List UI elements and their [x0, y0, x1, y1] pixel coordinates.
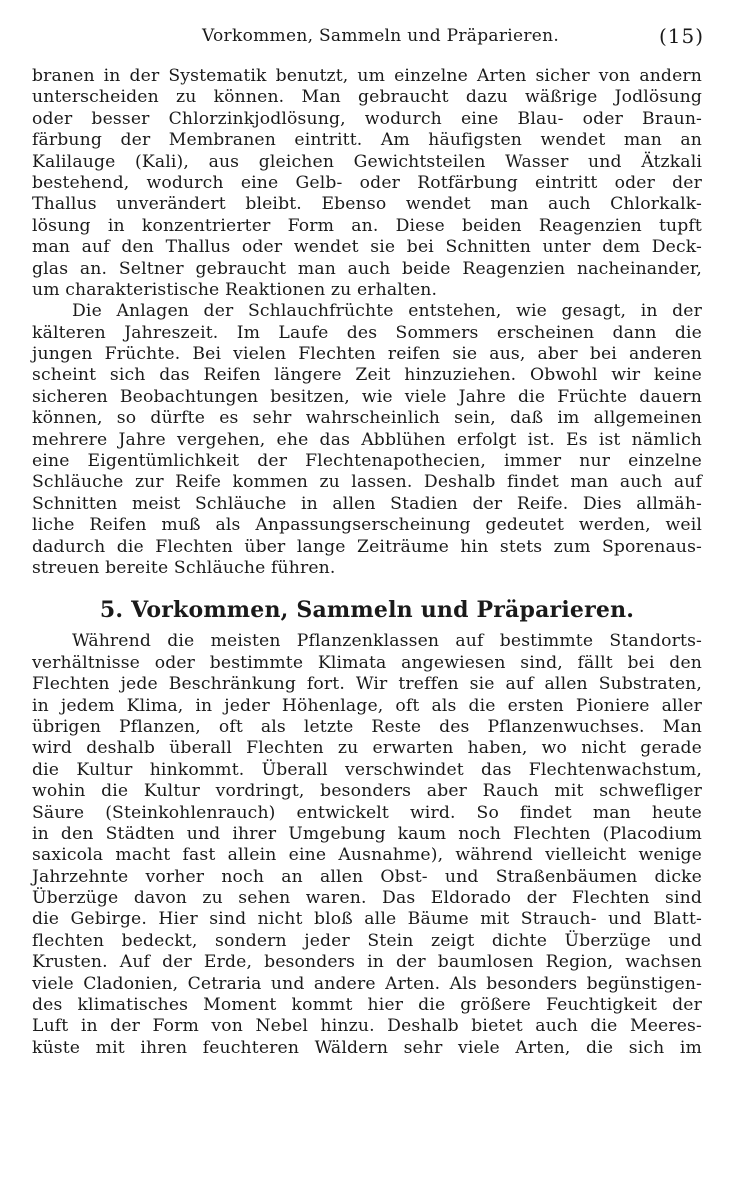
text-line: um charakteristische Reaktionen zu erhalten.: [32, 279, 438, 300]
text-line: flechten bedeckt, sondern jeder Stein zeigt dichte Überzüge und: [32, 930, 702, 951]
text-line: Kalilauge (Kali), aus gleichen Gewichtsteilen Wasser und Ätzkali: [32, 151, 702, 172]
text-line: bestehend, wodurch eine Gelb- oder Rotfärbung eintritt oder der: [32, 172, 702, 193]
running-head: [32, 22, 704, 50]
text-line: scheint sich das Reifen längere Zeit hinzuziehen. Obwohl wir keine: [32, 365, 702, 386]
paragraph-2: [32, 301, 702, 579]
text-line: wohin die Kultur vordringt, besonders aber Rauch mit schwefliger: [32, 781, 702, 802]
text-line: wird deshalb überall Flechten zu erwarten haben, wo nicht gerade: [32, 738, 702, 759]
paragraph-1: [32, 66, 702, 301]
text-line: Säure (Steinkohlenrauch) entwickelt wird. So findet man heute: [32, 802, 702, 823]
text-line: die Gebirge. Hier sind nicht bloß alle Bäume mit Strauch- und Blatt-: [32, 909, 702, 930]
text-line: unterscheiden zu können. Man gebraucht dazu wäßrige Jodlösung: [32, 87, 702, 108]
body-text: [32, 66, 702, 1059]
text-line: Überzüge davon zu sehen waren. Das Eldorado der Flechten sind: [32, 888, 702, 909]
text-line: Thallus unverändert bleibt. Ebenso wendet man auch Chlorkalk-: [32, 194, 702, 215]
text-line: Luft in der Form von Nebel hinzu. Deshalb bietet auch die Meeres-: [32, 1016, 702, 1037]
page-number: (15): [658, 24, 704, 48]
text-line: oder besser Chlorzinkjodlösung, wodurch eine Blau- oder Braun-: [32, 108, 702, 129]
text-line: Die Anlagen der Schlauchfrüchte entstehen, wie gesagt, in der: [72, 301, 702, 322]
running-title: Vorkommen, Sammeln und Präparieren.: [202, 26, 560, 46]
text-line: Flechten jede Beschränkung fort. Wir treffen sie auf allen Substraten,: [32, 674, 702, 695]
text-line: mehrere Jahre vergehen, ehe das Abblühen erfolgt ist. Es ist nämlich: [32, 429, 702, 450]
text-line: können, so dürfte es sehr wahrscheinlich sein, daß im allgemeinen: [32, 408, 702, 429]
text-line: jungen Früchte. Bei vielen Flechten reifen sie aus, aber bei anderen: [32, 344, 702, 365]
text-line: küste mit ihren feuchteren Wäldern sehr viele Arten, die sich im: [32, 1037, 702, 1058]
section-heading: 5. Vorkommen, Sammeln und Präparieren.: [99, 597, 635, 624]
text-line: sicheren Beobachtungen besitzen, wie viele Jahre die Früchte dauern: [32, 386, 702, 407]
text-line: in den Städten und ihrer Umgebung kaum noch Flechten (Placodium: [32, 823, 702, 844]
text-line: eine Eigentümlichkeit der Flechtenapothecien, immer nur einzelne: [32, 451, 702, 472]
text-line: färbung der Membranen eintritt. Am häufigsten wendet man an: [32, 130, 702, 151]
text-line: saxicola macht fast allein eine Ausnahme), während vielleicht wenige: [32, 845, 702, 866]
text-line: kälteren Jahreszeit. Im Laufe des Sommers erscheinen dann die: [32, 322, 702, 343]
text-line: Jahrzehnte vorher noch an allen Obst- und Straßenbäumen dicke: [32, 866, 702, 887]
text-line: dadurch die Flechten über lange Zeiträume hin stets zum Sporenaus-: [32, 536, 702, 557]
text-line: in jedem Klima, in jeder Höhenlage, oft als die ersten Pioniere aller: [32, 695, 702, 716]
text-line: liche Reifen muß als Anpassungserscheinung gedeutet werden, weil: [32, 515, 702, 536]
text-line: die Kultur hinkommt. Überall verschwindet das Flechtenwachstum,: [32, 759, 702, 780]
text-line: Krusten. Auf der Erde, besonders in der baumlosen Region, wachsen: [32, 952, 702, 973]
text-line: glas an. Seltner gebraucht man auch beide Reagenzien nacheinander,: [32, 258, 702, 279]
text-line: übrigen Pflanzen, oft als letzte Reste des Pflanzenwuchses. Man: [32, 716, 702, 737]
text-line: lösung in konzentrierter Form an. Diese beiden Reagenzien tupft: [32, 215, 702, 236]
text-line: Schnitten meist Schläuche in allen Stadien der Reife. Dies allmäh-: [32, 493, 702, 514]
paragraph-3: [32, 631, 702, 1059]
text-line: branen in der Systematik benutzt, um einzelne Arten sicher von andern: [32, 66, 702, 86]
text-line: Während die meisten Pflanzenklassen auf bestimmte Standorts-: [72, 631, 702, 652]
text-line: verhältnisse oder bestimmte Klimata angewiesen sind, fällt bei den: [32, 652, 702, 673]
text-line: man auf den Thallus oder wendet sie bei Schnitten unter dem Deck-: [32, 237, 702, 258]
text-line: des klimatisches Moment kommt hier die größere Feuchtigkeit der: [32, 995, 702, 1016]
text-line: viele Cladonien, Cetraria und andere Arten. Als besonders begünstigen-: [32, 973, 702, 994]
text-line: Schläuche zur Reife kommen zu lassen. Deshalb findet man auch auf: [32, 472, 702, 493]
text-line: streuen bereite Schläuche führen.: [32, 557, 336, 578]
